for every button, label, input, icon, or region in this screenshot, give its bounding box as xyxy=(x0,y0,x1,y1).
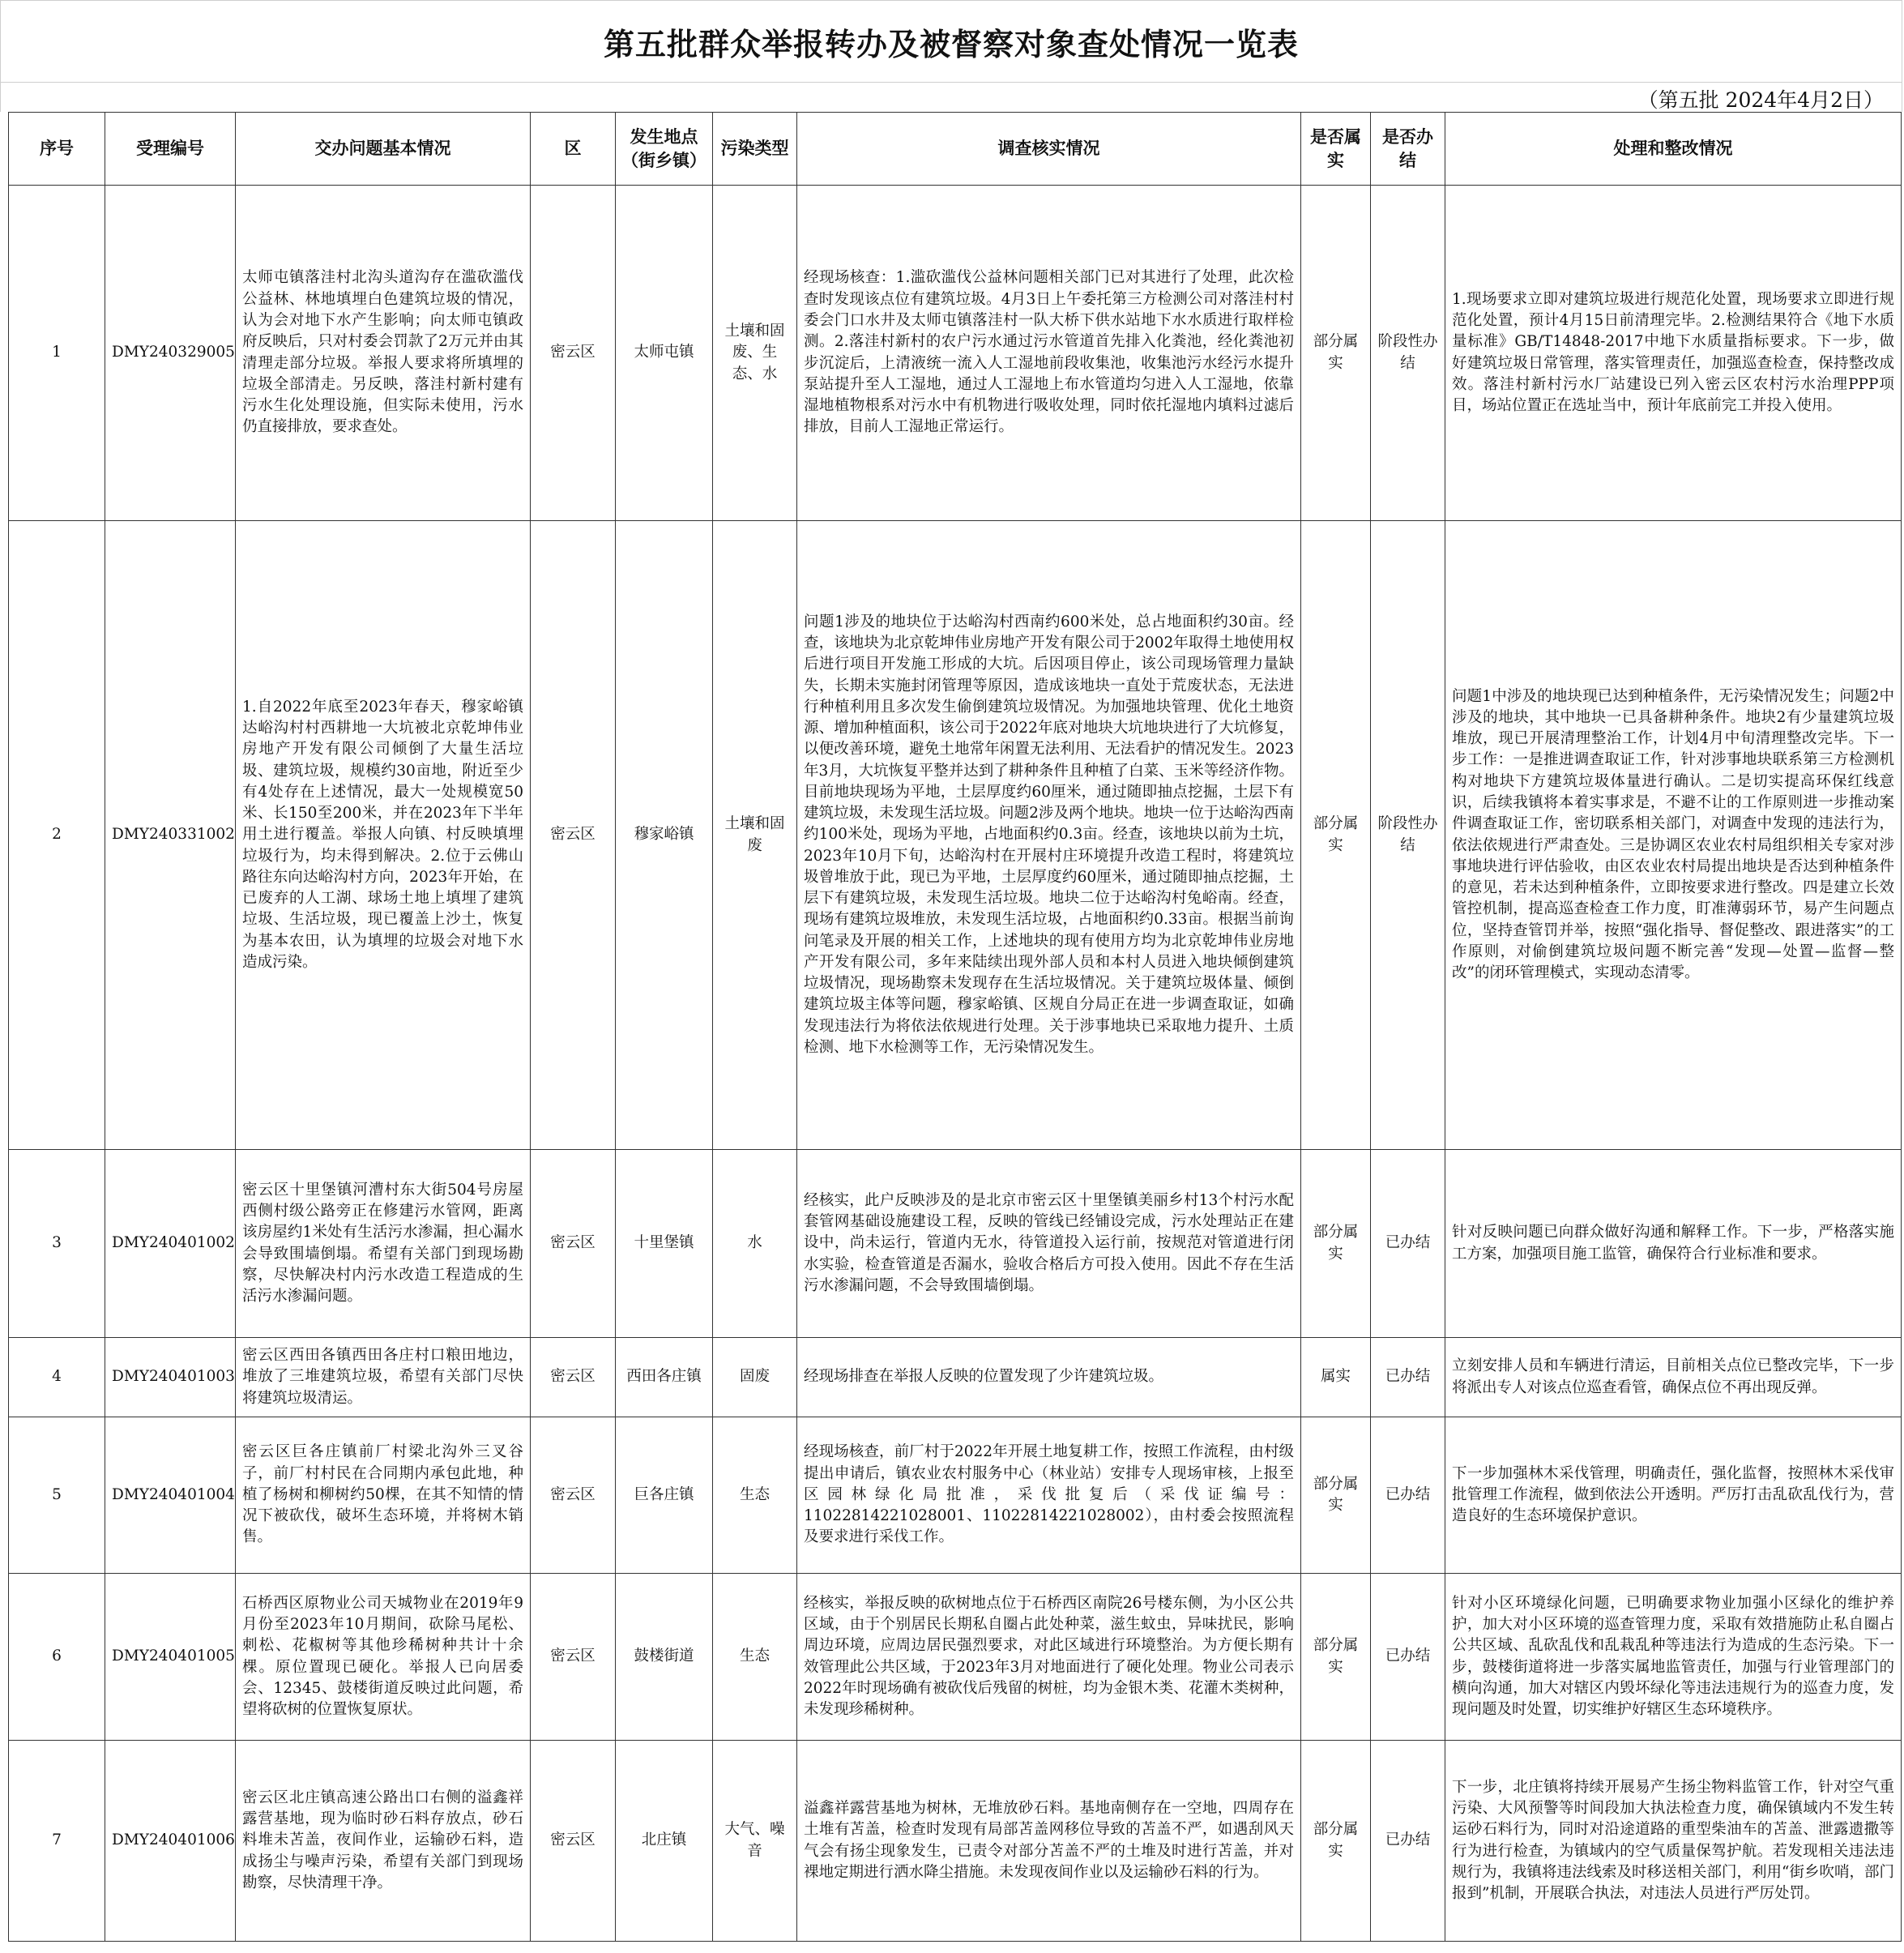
cell-done: 阶段性办结 xyxy=(1371,186,1445,521)
col-header-done: 是否办结 xyxy=(1371,113,1445,186)
cell-district: 密云区 xyxy=(531,1417,616,1574)
cell-investigation: 经现场排查在举报人反映的位置发现了少许建筑垃圾。 xyxy=(797,1338,1301,1417)
cell-code: DMY240401006 xyxy=(105,1741,236,1942)
table-row xyxy=(9,1150,1902,1338)
cell-done: 已办结 xyxy=(1371,1417,1445,1574)
cell-code: DMY240401005 xyxy=(105,1574,236,1741)
table-header-row xyxy=(9,113,1902,186)
col-header-investigation: 调查核实情况 xyxy=(797,113,1301,186)
cell-district: 密云区 xyxy=(531,1741,616,1942)
cell-investigation: 溢鑫祥露营基地为树林，无堆放砂石料。基地南侧存在一空地，四周存在土堆有苫盖，检查时发现有局部苫盖网移位导致的苫盖不严，如遇刮风天气会有扬尘现象发生，已责令对部分苫盖不严的土堆及时进行苫盖，并对裸地定期进行洒水降尘措施。未发现夜间作业以及运输砂石料的行为。 xyxy=(797,1741,1301,1942)
col-header-location: 发生地点（街乡镇） xyxy=(616,113,713,186)
table-row xyxy=(9,1338,1902,1417)
cell-code: DMY240401002 xyxy=(105,1150,236,1338)
cell-handling: 针对反映问题已向群众做好沟通和解释工作。下一步，严格落实施工方案，加强项目施工监管，确保符合行业标准和要求。 xyxy=(1445,1150,1902,1338)
cell-true: 属实 xyxy=(1301,1338,1371,1417)
cell-done: 阶段性办结 xyxy=(1371,521,1445,1150)
cell-handling: 立刻安排人员和车辆进行清运，目前相关点位已整改完毕，下一步将派出专人对该点位巡查看管，确保点位不再出现反弹。 xyxy=(1445,1338,1902,1417)
cell-location: 巨各庄镇 xyxy=(616,1417,713,1574)
cell-seq: 4 xyxy=(9,1338,105,1417)
cell-pollution: 生态 xyxy=(713,1574,797,1741)
cell-pollution: 生态 xyxy=(713,1417,797,1574)
cell-code: DMY240401004 xyxy=(105,1417,236,1574)
cell-seq: 2 xyxy=(9,521,105,1150)
col-header-handling: 处理和整改情况 xyxy=(1445,113,1902,186)
table-row xyxy=(9,186,1902,521)
cell-true: 部分属实 xyxy=(1301,186,1371,521)
cell-true: 部分属实 xyxy=(1301,1574,1371,1741)
col-header-code: 受理编号 xyxy=(105,113,236,186)
table-row xyxy=(9,1741,1902,1942)
cell-issue: 太师屯镇落洼村北沟头道沟存在滥砍滥伐公益林、林地填埋白色建筑垃圾的情况，认为会对地下水产生影响；向太师屯镇政府反映后，只对村委会罚款了2万元并由其清理走部分垃圾。举报人要求将所填埋的垃圾全部清走。另反映，落洼村新村建有污水生化处理设施，但实际未使用，污水仍直接排放，要求查处。 xyxy=(236,186,531,521)
cell-location: 太师屯镇 xyxy=(616,186,713,521)
cell-investigation: 经核实，此户反映涉及的是北京市密云区十里堡镇美丽乡村13个村污水配套管网基础设施建设工程，反映的管线已经铺设完成，污水处理站正在建设中，尚未运行，管道内无水，待管道投入运行前，按规范对管道进行闭水实验，检查管道是否漏水，验收合格后方可投入使用。因此不存在生活污水渗漏问题，不会导致围墙倒塌。 xyxy=(797,1150,1301,1338)
cell-investigation: 经现场核查：1.滥砍滥伐公益林问题相关部门已对其进行了处理，此次检查时发现该点位有建筑垃圾。4月3日上午委托第三方检测公司对落洼村村委会门口水井及太师屯镇落洼村一队大桥下供水站地下水水质进行取样检测。2.落洼村新村的农户污水通过污水管道首先排入化粪池，经化粪池初步沉淀后，上清液统一流入人工湿地前段收集池，收集池污水经污水提升泵站提升至人工湿地，通过人工湿地上布水管道均匀进入人工湿地，依靠湿地植物根系对污水中有机物进行吸收处理，同时依托湿地内填料过滤后排放，目前人工湿地正常运行。 xyxy=(797,186,1301,521)
cell-handling: 1.现场要求立即对建筑垃圾进行规范化处置，现场要求立即进行规范化处置，预计4月15日前清理完毕。2.检测结果符合《地下水质量标准》GB/T14848-2017中地下水质量指标要求。下一步，做好建筑垃圾日常管理，落实管理责任，加强巡查检查，保持整改成效。落洼村新村污水厂站建设已列入密云区农村污水治理PPP项目，场站位置正在选址当中，预计年底前完工并投入使用。 xyxy=(1445,186,1902,521)
col-header-seq: 序号 xyxy=(9,113,105,186)
cell-pollution: 大气、噪音 xyxy=(713,1741,797,1942)
table-row xyxy=(9,521,1902,1150)
cell-seq: 3 xyxy=(9,1150,105,1338)
cell-seq: 1 xyxy=(9,186,105,521)
cell-code: DMY240329005 xyxy=(105,186,236,521)
cell-location: 西田各庄镇 xyxy=(616,1338,713,1417)
cell-handling: 下一步加强林木采伐管理，明确责任，强化监督，按照林木采伐审批管理工作流程，做到依法公开透明。严厉打击乱砍乱伐行为，营造良好的生态环境保护意识。 xyxy=(1445,1417,1902,1574)
col-header-true: 是否属实 xyxy=(1301,113,1371,186)
cell-seq: 6 xyxy=(9,1574,105,1741)
cell-issue: 密云区十里堡镇河漕村东大街504号房屋西侧村级公路旁正在修建污水管网，距离该房屋约1米处有生活污水渗漏，担心漏水会导致围墙倒塌。希望有关部门到现场勘察，尽快解决村内污水改造工程造成的生活污水渗漏问题。 xyxy=(236,1150,531,1338)
cell-issue: 密云区北庄镇高速公路出口右侧的溢鑫祥露营基地，现为临时砂石料存放点，砂石料堆未苫盖，夜间作业，运输砂石料，造成扬尘与噪声污染，希望有关部门到现场勘察，尽快清理干净。 xyxy=(236,1741,531,1942)
cell-district: 密云区 xyxy=(531,1150,616,1338)
cell-code: DMY240401003 xyxy=(105,1338,236,1417)
cell-true: 部分属实 xyxy=(1301,1417,1371,1574)
cell-district: 密云区 xyxy=(531,1574,616,1741)
cell-done: 已办结 xyxy=(1371,1338,1445,1417)
cell-issue: 1.自2022年底至2023年春天，穆家峪镇达峪沟村村西耕地一大坑被北京乾坤伟业房地产开发有限公司倾倒了大量生活垃圾、建筑垃圾，规模约30亩地，附近至少有4处存在上述情况，最大一处规模宽50米、长150至200米，并在2023年下半年用土进行覆盖。举报人向镇、村反映填埋垃圾行为，均未得到解决。2.位于云佛山路往东向达峪沟村方向，2023年开始，在已废弃的人工湖、球场土地上填埋了建筑垃圾、生活垃圾，现已覆盖上沙土，恢复为基本农田，认为填埋的垃圾会对地下水造成污染。 xyxy=(236,521,531,1150)
cell-investigation: 经现场核查，前厂村于2022年开展土地复耕工作，按照工作流程，由村级提出申请后，镇农业农村服务中心（林业站）安排专人现场审核，上报至区园林绿化局批准，采伐批复后（采伐证编号：11022814221028001、11022814221028002），由村委会按照流程及要求进行采伐工作。 xyxy=(797,1417,1301,1574)
title-bar xyxy=(0,0,1902,83)
table-row xyxy=(9,1417,1902,1574)
cell-done: 已办结 xyxy=(1371,1150,1445,1338)
col-header-issue: 交办问题基本情况 xyxy=(236,113,531,186)
batch-note: （第五批 2024年4月2日） xyxy=(1637,88,1884,112)
col-header-district: 区 xyxy=(531,113,616,186)
cell-seq: 7 xyxy=(9,1741,105,1942)
cell-handling: 问题1中涉及的地块现已达到种植条件，无污染情况发生；问题2中涉及的地块，其中地块一已具备耕种条件。地块2有少量建筑垃圾堆放，现已开展清理整治工作，计划4月中旬清理整改完毕。下一步工作：一是推进调查取证工作，针对涉事地块联系第三方检测机构对地块下方建筑垃圾体量进行确认。二是切实提高环保红线意识，后续我镇将本着实事求是，不避不让的工作原则进一步推动案件调查取证工作，密切联系相关部门，对调查中发现的违法行为，依法依规进行严肃查处。三是协调区农业农村局组织相关专家对涉事地块进行评估验收，由区农业农村局提出地块是否达到种植条件的意见，若未达到种植条件，立即按要求进行整改。四是建立长效管控机制，提高巡查检查工作力度，盯准薄弱环节，易产生问题点位，坚持查管罚并举，按照“强化指导、督促整改、跟进落实”的工作原则，对偷倒建筑垃圾问题不断完善“发现—处置—监督—整改”的闭环管理模式，实现动态清零。 xyxy=(1445,521,1902,1150)
cell-handling: 针对小区环境绿化问题，已明确要求物业加强小区绿化的维护养护，加大对小区环境的巡查管理力度，采取有效措施防止私自圈占公共区域、乱砍乱伐和乱栽乱种等违法行为造成的生态污染。下一步，鼓楼街道将进一步落实属地监管责任，加强与行业管理部门的横向沟通，加大对辖区内毁坏绿化等违法违规行为的巡查力度，发现问题及时处置，切实维护好辖区生态环境秩序。 xyxy=(1445,1574,1902,1741)
cell-district: 密云区 xyxy=(531,186,616,521)
cell-pollution: 土壤和固废、生态、水 xyxy=(713,186,797,521)
cell-location: 鼓楼街道 xyxy=(616,1574,713,1741)
cell-pollution: 固废 xyxy=(713,1338,797,1417)
report-table xyxy=(8,112,1902,1942)
cell-done: 已办结 xyxy=(1371,1574,1445,1741)
cell-code: DMY240331002 xyxy=(105,521,236,1150)
cell-issue: 石桥西区原物业公司天城物业在2019年9月份至2023年10月期间，砍除马尾松、刺松、花椒树等其他珍稀树种共计十余棵。原位置现已硬化。举报人已向居委会、12345、鼓楼街道反映过此问题，希望将砍树的位置恢复原状。 xyxy=(236,1574,531,1741)
cell-issue: 密云区西田各镇西田各庄村口粮田地边，堆放了三堆建筑垃圾，希望有关部门尽快将建筑垃圾清运。 xyxy=(236,1338,531,1417)
cell-true: 部分属实 xyxy=(1301,1150,1371,1338)
cell-district: 密云区 xyxy=(531,521,616,1150)
batch-line xyxy=(0,83,1902,112)
cell-location: 十里堡镇 xyxy=(616,1150,713,1338)
cell-handling: 下一步，北庄镇将持续开展易产生扬尘物料监管工作，针对空气重污染、大风预警等时间段加大执法检查力度，确保镇域内不发生转运砂石料行为，同时对沿途道路的重型柴油车的苫盖、泄露遗撒等行为进行检查，为镇域内的空气质量保驾护航。若发现相关违法违规行为，我镇将违法线索及时移送相关部门，利用“街乡吹哨，部门报到”机制，开展联合执法，对违法人员进行严厉处罚。 xyxy=(1445,1741,1902,1942)
cell-location: 北庄镇 xyxy=(616,1741,713,1942)
cell-location: 穆家峪镇 xyxy=(616,521,713,1150)
page-title: 第五批群众举报转办及被督察对象查处情况一览表 xyxy=(603,26,1299,62)
cell-true: 部分属实 xyxy=(1301,521,1371,1150)
cell-pollution: 土壤和固废 xyxy=(713,521,797,1150)
cell-done: 已办结 xyxy=(1371,1741,1445,1942)
cell-investigation: 经核实，举报反映的砍树地点位于石桥西区南院26号楼东侧，为小区公共区域，由于个别居民长期私自圈占此处种菜，滋生蚊虫，异味扰民，影响周边环境，应周边居民强烈要求，对此区域进行环境整治。为方便长期有效管理此公共区域，于2023年3月对地面进行了硬化处理。物业公司表示2022年时现场确有被砍伐后残留的树桩，均为金银木类、花灌木类树种，未发现珍稀树种。 xyxy=(797,1574,1301,1741)
col-header-pollution: 污染类型 xyxy=(713,113,797,186)
cell-seq: 5 xyxy=(9,1417,105,1574)
cell-pollution: 水 xyxy=(713,1150,797,1338)
cell-investigation: 问题1涉及的地块位于达峪沟村西南约600米处，总占地面积约30亩。经查，该地块为北京乾坤伟业房地产开发有限公司于2002年取得土地使用权后进行项目开发施工形成的大坑。后因项目停止，该公司现场管理力量缺失，长期未实施封闭管理等原因，造成该地块一直处于荒废状态，无法进行种植利用且多次发生偷倒建筑垃圾情况。为加强地块管理、优化土地资源、增加种植面积，该公司于2022年底对地块大坑地块进行了大坑修复，以便改善环境，避免土地常年闲置无法利用、无法看护的情况发生。2023年3月，大坑恢复平整并达到了耕种条件且种植了白菜、玉米等经济作物。目前地块现场为平地，土层厚度约60厘米，通过随即抽点挖掘，土层下有建筑垃圾，未发现生活垃圾。问题2涉及两个地块。地块一位于达峪沟西南约100米处，现场为平地，占地面积约0.3亩。经查，该地块以前为土坑，2023年10月下旬，达峪沟村在开展村庄环境提升改造工程时，将建筑垃圾曾堆放于此，现已为平地，土层厚度约60厘米，通过随即抽点挖掘，土层下有建筑垃圾，未发现生活垃圾。地块二位于达峪沟村兔峪南。经查，现场有建筑垃圾堆放，未发现生活垃圾，占地面积约0.33亩。根据当前询问笔录及开展的相关工作，上述地块的现有使用方均为北京乾坤伟业房地产开发有限公司，多年来陆续出现外部人员和本村人员进入地块倾倒建筑垃圾情况，现场勘察未发现存在生活垃圾情况。关于建筑垃圾体量、倾倒建筑垃圾主体等问题，穆家峪镇、区规自分局正在进一步调查取证，如确发现违法行为将依法依规进行处理。关于涉事地块已采取地力提升、土质检测、地下水检测等工作，无污染情况发生。 xyxy=(797,521,1301,1150)
cell-issue: 密云区巨各庄镇前厂村梁北沟外三叉谷子，前厂村村民在合同期内承包此地，种植了杨树和柳树约50棵，在其不知情的情况下被砍伐，破坏生态环境，并将树木销售。 xyxy=(236,1417,531,1574)
cell-district: 密云区 xyxy=(531,1338,616,1417)
table-row xyxy=(9,1574,1902,1741)
cell-true: 部分属实 xyxy=(1301,1741,1371,1942)
